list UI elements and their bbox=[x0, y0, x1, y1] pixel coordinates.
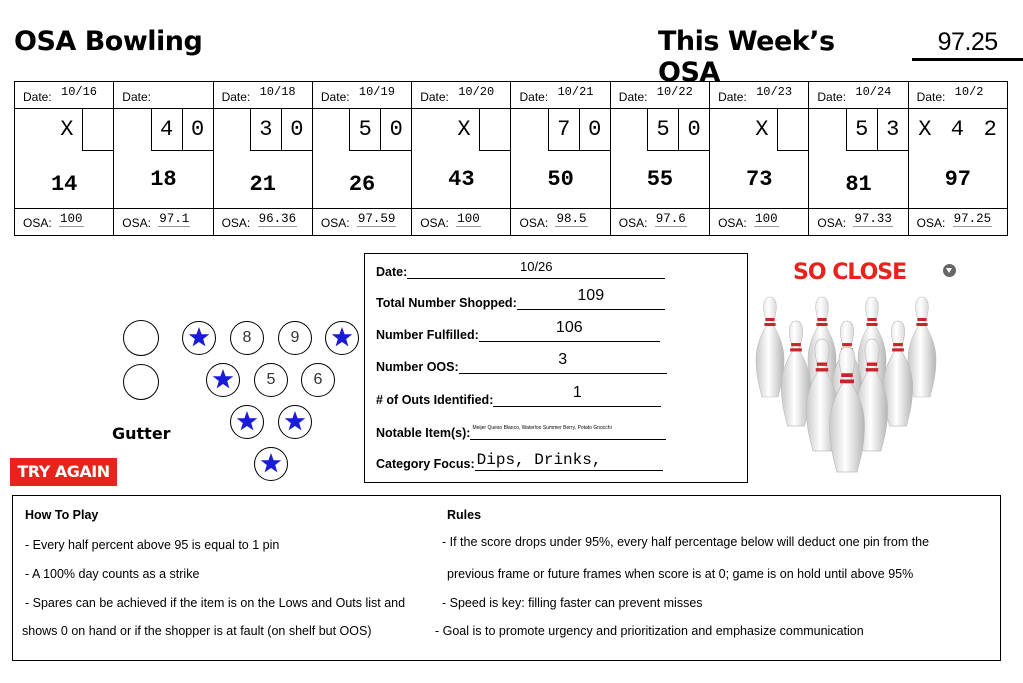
frame-6 bbox=[511, 82, 610, 235]
pin-10 bbox=[182, 321, 216, 355]
frame-total: 18 bbox=[150, 167, 177, 192]
star-icon bbox=[331, 326, 353, 348]
frame-date-value: 10/19 bbox=[358, 85, 395, 99]
frame-osa: OSA: 100 bbox=[23, 212, 83, 230]
frame-osa: OSA: 100 bbox=[420, 212, 480, 230]
frame-date: Date: 10/23 bbox=[710, 82, 808, 109]
frame-total: 43 bbox=[448, 167, 475, 192]
rules-line: previous frame or future frames when score is at 0; game is on hold until above 95% bbox=[447, 567, 914, 581]
frame-osa: OSA: 96.36 bbox=[221, 212, 297, 230]
frame-roll-2: 0 bbox=[678, 109, 709, 151]
frame-roll-1: 5 bbox=[349, 109, 380, 151]
frame-roll-2: 0 bbox=[281, 109, 312, 151]
gutter-label: Gutter bbox=[112, 424, 171, 443]
page-title: OSA Bowling bbox=[14, 26, 203, 57]
frame-roll-2 bbox=[82, 109, 113, 151]
form-date-value: 10/26 bbox=[519, 259, 553, 274]
week-osa-label: This Week’s OSA bbox=[658, 26, 835, 88]
pin-2 bbox=[230, 405, 264, 439]
frame-osa-value: 97.25 bbox=[953, 212, 992, 226]
frame-score-area bbox=[611, 109, 709, 209]
star-icon bbox=[188, 326, 210, 348]
frame-roll-1: 4 bbox=[151, 109, 182, 151]
frame-score-area bbox=[809, 109, 907, 209]
frame-score-area bbox=[511, 109, 609, 209]
frame-osa-value: 97.6 bbox=[655, 212, 686, 226]
frame-osa-value: 100 bbox=[755, 212, 778, 226]
frame-date-value: 10/16 bbox=[61, 85, 98, 99]
frame-roll-1: X bbox=[60, 117, 74, 142]
frame-osa: OSA: 100 bbox=[718, 212, 778, 230]
form-category-value: Dips, Drinks, bbox=[476, 451, 602, 469]
frame-osa: OSA: 97.6 bbox=[618, 212, 686, 230]
frame-date: Date: 10/24 bbox=[809, 82, 907, 109]
week-osa-value: 97.25 bbox=[912, 26, 1023, 61]
frame-roll-2 bbox=[777, 109, 808, 151]
frame-10 bbox=[909, 82, 1007, 235]
frame-score-area bbox=[114, 109, 212, 209]
pin-7 bbox=[325, 321, 359, 355]
frame-9 bbox=[809, 82, 908, 235]
frame-date: Date: 10/22 bbox=[611, 82, 709, 109]
gutter-circle-bottom bbox=[123, 364, 159, 400]
form-notable-value: Meijer Queso Blanco, Waterloo Summer Berry, Potato Gnocchi bbox=[472, 425, 612, 431]
form-outs-row: # of Outs Identified: 1 bbox=[376, 391, 661, 407]
frame-date: Date: 10/18 bbox=[214, 82, 312, 109]
how-to-play-heading: How To Play bbox=[25, 508, 99, 522]
form-oos-row: Number OOS: 3 bbox=[376, 358, 667, 374]
frame-total: 97 bbox=[944, 167, 972, 192]
frame-osa-value: 97.33 bbox=[854, 212, 892, 226]
pin-3 bbox=[278, 405, 312, 439]
how-to-play-line: - Every half percent above 95 is equal to 1 pin bbox=[25, 538, 280, 552]
frame-roll-1: 3 bbox=[250, 109, 281, 151]
star-icon bbox=[212, 368, 234, 390]
frame-score-area bbox=[214, 109, 312, 209]
frame-osa-value: 97.59 bbox=[357, 212, 396, 226]
gutter-circle-top bbox=[123, 320, 159, 356]
daily-form bbox=[364, 253, 748, 483]
frame-4 bbox=[313, 82, 412, 235]
frame-roll-1: 7 bbox=[548, 109, 579, 151]
pin-6: 6 bbox=[301, 363, 335, 397]
frame-roll-2: 0 bbox=[579, 109, 610, 151]
how-to-play-line: - Spares can be achieved if the item is on the Lows and Outs list and bbox=[25, 596, 406, 610]
bowling-pins-image bbox=[752, 295, 947, 480]
frame-total: 55 bbox=[646, 167, 674, 192]
frame-score-area bbox=[909, 109, 1007, 209]
form-outs-value: 1 bbox=[572, 384, 582, 401]
frame-total: 14 bbox=[50, 172, 78, 197]
form-notable-row: Notable Item(s): Meijer Queso Blanco, Waterloo Summer Berry, Potato Gnocchi bbox=[376, 424, 666, 440]
frame-osa: OSA: 97.33 bbox=[817, 212, 892, 230]
pin-1 bbox=[254, 447, 288, 481]
frame-roll-2: 0 bbox=[380, 109, 411, 151]
frame-total: 26 bbox=[348, 172, 376, 197]
how-to-play-line: shows 0 on hand or if the shopper is at fault (on shelf but OOS) bbox=[22, 624, 372, 638]
frame-osa: OSA: 97.59 bbox=[320, 212, 396, 230]
frame-roll-2: 0 bbox=[182, 109, 213, 151]
frame-osa: OSA: 97.25 bbox=[916, 212, 992, 230]
star-icon bbox=[284, 410, 306, 432]
frame-date: Date: 10/19 bbox=[313, 82, 411, 109]
frame-date: Date: 10/20 bbox=[412, 82, 510, 109]
frame-osa-value: 100 bbox=[60, 212, 83, 226]
frame-date-value: 10/18 bbox=[259, 85, 296, 99]
frame-date: Date: 10/2 bbox=[909, 82, 1007, 109]
frame-osa-value: 98.5 bbox=[556, 212, 587, 226]
frame-7 bbox=[611, 82, 710, 235]
star-icon bbox=[260, 452, 282, 474]
frame-osa: OSA: 98.5 bbox=[519, 212, 587, 230]
frame-date: Date: 10/16 bbox=[15, 82, 113, 109]
frame-roll: X bbox=[918, 117, 932, 142]
score-card bbox=[14, 81, 1008, 236]
frame-roll-1: X bbox=[755, 117, 769, 142]
frame-5 bbox=[412, 82, 511, 235]
frame-roll-2 bbox=[479, 109, 510, 151]
so-close-label: SO CLOSE bbox=[793, 260, 907, 285]
form-shopped-value: 109 bbox=[577, 287, 605, 304]
frame-osa: OSA: 97.1 bbox=[122, 212, 190, 230]
pin-5: 5 bbox=[254, 363, 288, 397]
collapse-toggle-icon[interactable] bbox=[943, 264, 956, 277]
frame-total: 73 bbox=[746, 167, 773, 192]
frame-score-area bbox=[313, 109, 411, 209]
rules-line: - Speed is key: filling faster can prevent misses bbox=[442, 596, 703, 610]
pin-8: 8 bbox=[230, 321, 264, 355]
frame-3 bbox=[214, 82, 313, 235]
frame-osa-value: 97.1 bbox=[159, 212, 190, 226]
form-fulfilled-row: Number Fulfilled: 106 bbox=[376, 326, 660, 342]
week-osa bbox=[658, 26, 1023, 88]
pin-4 bbox=[206, 363, 240, 397]
rules-line: - Goal is to promote urgency and prioritization and emphasize communication bbox=[435, 624, 864, 638]
rules-line: - If the score drops under 95%, every half percentage below will deduct one pin from the bbox=[442, 535, 930, 549]
frame-roll: 4 bbox=[950, 117, 964, 142]
instructions-panel bbox=[12, 495, 1001, 661]
frame-date-value: 10/22 bbox=[656, 85, 693, 99]
frame-date-value: 10/24 bbox=[855, 85, 892, 99]
frame-total: 21 bbox=[249, 172, 276, 197]
rules-heading: Rules bbox=[447, 508, 482, 522]
frame-1 bbox=[15, 82, 114, 235]
frame-date-value: 10/21 bbox=[557, 85, 594, 99]
frame-score-area bbox=[710, 109, 808, 209]
frame-total: 81 bbox=[845, 172, 872, 197]
frame-date-value: 10/23 bbox=[756, 85, 793, 99]
form-fulfilled-value: 106 bbox=[555, 319, 583, 336]
pin-9: 9 bbox=[278, 321, 312, 355]
frame-score-area bbox=[15, 109, 113, 209]
try-again-badge: TRY AGAIN bbox=[10, 458, 117, 486]
star-icon bbox=[236, 410, 258, 432]
form-shopped-row: Total Number Shopped: 109 bbox=[376, 294, 665, 310]
frame-date-value: 10/20 bbox=[458, 85, 495, 99]
frame-osa-value: 100 bbox=[457, 212, 480, 226]
frame-total: 50 bbox=[547, 167, 574, 192]
frame-roll-1: X bbox=[457, 117, 471, 142]
frame-osa-value: 96.36 bbox=[258, 212, 297, 226]
form-date-row: Date: 10/26 bbox=[376, 263, 665, 279]
form-oos-value: 3 bbox=[558, 351, 568, 368]
frame-roll-1: 5 bbox=[647, 109, 678, 151]
frame-date: Date: 10/21 bbox=[511, 82, 609, 109]
frame-2 bbox=[114, 82, 213, 235]
frame-roll-1: 5 bbox=[846, 109, 877, 151]
how-to-play-line: - A 100% day counts as a strike bbox=[25, 567, 200, 581]
frame-roll: 2 bbox=[983, 117, 997, 142]
frame-date: Date: bbox=[114, 82, 212, 109]
form-category-row: Category Focus: Dips, Drinks, bbox=[376, 455, 663, 471]
frame-roll-2: 3 bbox=[877, 109, 908, 151]
frame-8 bbox=[710, 82, 809, 235]
frame-score-area bbox=[412, 109, 510, 209]
frame-date-value: 10/2 bbox=[954, 85, 984, 99]
